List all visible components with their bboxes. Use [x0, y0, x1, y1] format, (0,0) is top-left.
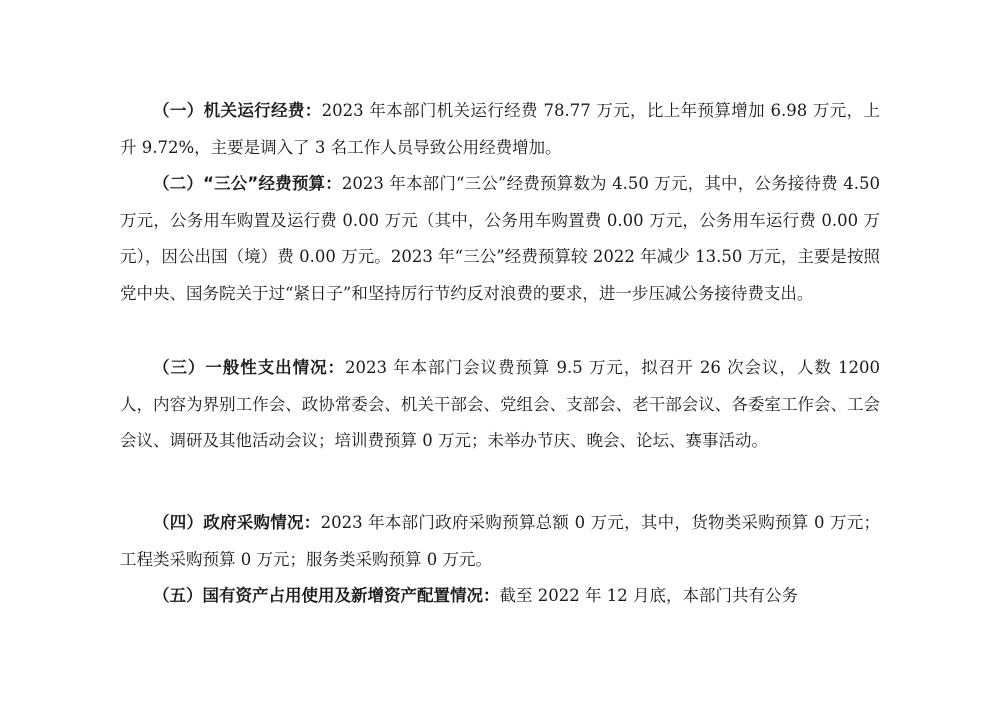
paragraph-heading: （一）机关运行经费： [153, 101, 322, 120]
paragraph-heading: （三）一般性支出情况： [153, 358, 346, 377]
paragraph-three-public-expenses [120, 166, 880, 312]
paragraph-text: 2023 年本部门机关运行经费 78.77 万元，比上年预算增加 6.98 万元，上升 9.72%，主要是调入了 3 名工作人员导致公用经费增加。 [120, 101, 880, 157]
paragraph-government-procurement [120, 505, 880, 578]
paragraph-text: 2023 年本部门“三公”经费预算数为 4.50 万元，其中，公务接待费 4.50 万元，公务用车购置及运行费 0.00 万元（其中，公务用车购置费 0.00 万元，公务用车运行费 0.00 万元），因公出国（境）费 0.00 万元。2023 年“三公”经费预算较 2022 年减少 13.50 万元，主要是按照党中央、国务院关于过“紧日子”和坚持厉行节约反对浪费的要求，进一步压减公务接待费支出。 [120, 174, 880, 303]
paragraph-state-assets [120, 578, 880, 615]
paragraph-text: 2023 年本部门会议费预算 9.5 万元，拟召开 26 次会议，人数 1200 人，内容为界别工作会、政协常委会、机关干部会、党组会、支部会、老干部会议、各委室工作会、工会会议、调研及其他活动会议；培训费预算 0 万元；未举办节庆、晚会、论坛、赛事活动。 [120, 358, 880, 450]
paragraph-operating-expenses [120, 93, 880, 166]
paragraph-heading: （四）政府采购情况： [153, 513, 321, 532]
paragraph-text: 2023 年本部门政府采购预算总额 0 万元，其中，货物类采购预算 0 万元；工程类采购预算 0 万元；服务类采购预算 0 万元。 [120, 513, 881, 569]
paragraph-heading: （二）“三公”经费预算： [153, 174, 342, 193]
paragraph-heading: （五）国有资产占用使用及新增资产配置情况： [153, 586, 500, 605]
paragraph-general-expenditure [120, 350, 880, 460]
paragraph-text: 截至 2022 年 12 月底，本部门共有公务 [499, 586, 798, 605]
